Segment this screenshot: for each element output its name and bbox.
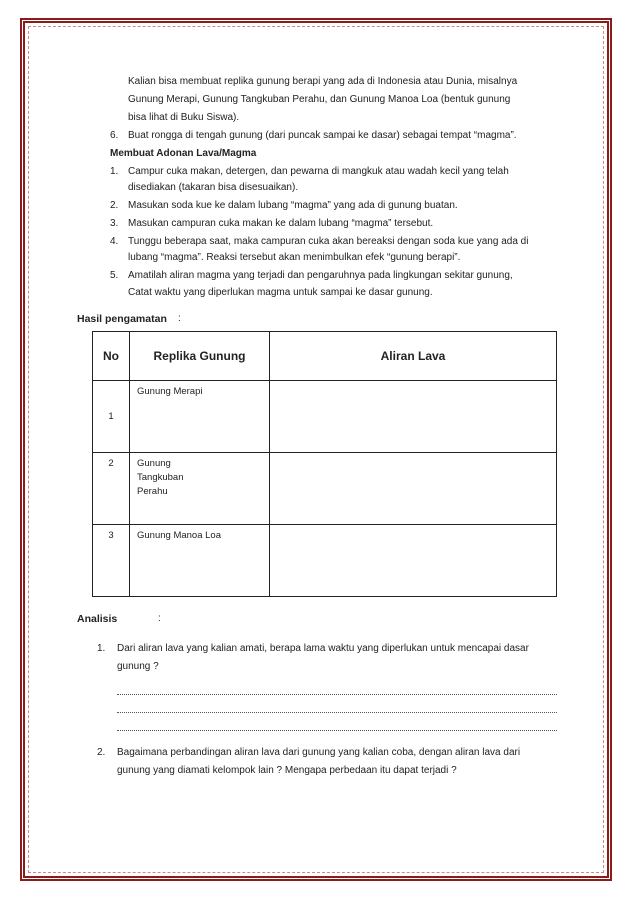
table-header-row xyxy=(93,332,557,381)
analisis-label: Analisis xyxy=(77,613,118,625)
lava-step-4-number: 4. xyxy=(110,236,119,247)
row-3-no-text: 3 xyxy=(108,530,114,541)
answer-line-1[interactable] xyxy=(117,694,557,695)
hasil-colon: : xyxy=(178,313,181,324)
answer-line-3[interactable] xyxy=(117,730,557,731)
intro-line-2: Gunung Merapi, Gunung Tangkuban Perahu, dan Gunung Manoa Loa (bentuk gunung xyxy=(128,94,511,105)
step-6-number: 6. xyxy=(110,130,119,141)
row-3-replika xyxy=(130,525,270,597)
lava-step-4-line-2: lubang “magma”. Reaksi tersebut akan menimbulkan efek “gunung berapi”. xyxy=(128,252,461,263)
row-2-aliran[interactable] xyxy=(270,453,557,525)
row-3-replika-text: Gunung Manoa Loa xyxy=(137,530,221,541)
question-1-line-1: Dari aliran lava yang kalian amati, berapa lama waktu yang diperlukan untuk mencapai dasar xyxy=(117,643,529,654)
lava-step-1-line-2: disediakan (takaran bisa disesuaikan). xyxy=(128,182,299,193)
analisis-colon: : xyxy=(158,613,161,624)
question-1-number: 1. xyxy=(97,643,106,654)
question-1-line-2: gunung ? xyxy=(117,661,159,672)
observation-table xyxy=(92,331,557,597)
question-2-line-2: gunung yang diamati kelompok lain ? Mengapa perbedaan itu dapat terjadi ? xyxy=(117,765,457,776)
question-2-number: 2. xyxy=(97,747,106,758)
lava-step-2-line-1: Masukan soda kue ke dalam lubang “magma” yang ada di gunung buatan. xyxy=(128,200,458,211)
row-1-aliran[interactable] xyxy=(270,381,557,453)
lava-step-3-number: 3. xyxy=(110,218,119,229)
intro-line-3: bisa lihat di Buku Siswa). xyxy=(128,112,240,123)
row-3-no xyxy=(93,525,130,597)
hasil-label: Hasil pengamatan xyxy=(77,313,167,325)
answer-line-2[interactable] xyxy=(117,712,557,713)
row-1-replika-text: Gunung Merapi xyxy=(137,386,203,397)
lava-step-5-number: 5. xyxy=(110,270,119,281)
row-2-replika xyxy=(130,453,270,525)
header-no: No xyxy=(93,332,130,381)
row-2-no xyxy=(93,453,130,525)
table-row xyxy=(93,525,557,597)
table-row xyxy=(93,381,557,453)
table-row xyxy=(93,453,557,525)
lava-step-5-line-2: Catat waktu yang diperlukan magma untuk sampai ke dasar gunung. xyxy=(128,287,433,298)
question-2-line-1: Bagaimana perbandingan aliran lava dari gunung yang kalian coba, dengan aliran lava dari xyxy=(117,747,521,758)
row-3-aliran[interactable] xyxy=(270,525,557,597)
lava-heading: Membuat Adonan Lava/Magma xyxy=(110,148,257,159)
intro-line-1: Kalian bisa membuat replika gunung berapi yang ada di Indonesia atau Dunia, misalnya xyxy=(128,76,518,87)
lava-step-3-line-1: Masukan campuran cuka makan ke dalam lubang “magma” tersebut. xyxy=(128,218,434,229)
row-1-no: 1 xyxy=(93,381,130,453)
header-aliran: Aliran Lava xyxy=(270,332,557,381)
lava-step-1-line-1: Campur cuka makan, detergen, dan pewarna di mangkuk atau wadah kecil yang telah xyxy=(128,166,509,177)
lava-step-4-line-1: Tunggu beberapa saat, maka campuran cuka akan bereaksi dengan soda kue yang ada di xyxy=(128,236,529,247)
lava-step-2-number: 2. xyxy=(110,200,119,211)
row-1-replika xyxy=(130,381,270,453)
header-replika: Replika Gunung xyxy=(130,332,270,381)
lava-step-5-line-1: Amatilah aliran magma yang terjadi dan pengaruhnya pada lingkungan sekitar gunung, xyxy=(128,270,513,281)
step-6-text: Buat rongga di tengah gunung (dari puncak sampai ke dasar) sebagai tempat “magma”. xyxy=(128,130,517,141)
row-2-replika-text: Gunung Tangkuban Perahu xyxy=(137,458,184,497)
lava-step-1-number: 1. xyxy=(110,166,119,177)
row-2-no-text: 2 xyxy=(108,458,114,469)
